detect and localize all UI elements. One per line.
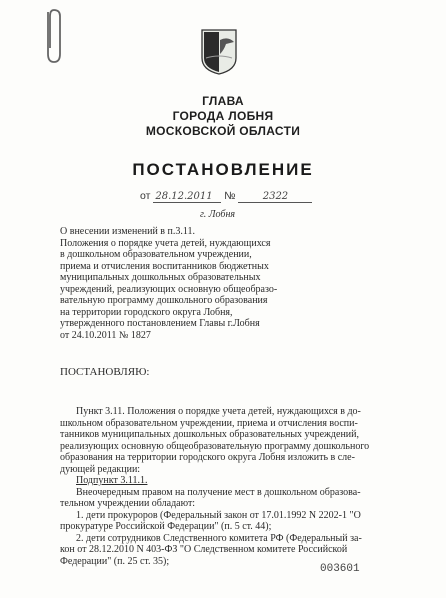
header-line-3: МОСКОВСКОЙ ОБЛАСТИ bbox=[145, 124, 301, 138]
document-date: 28.12.2011 bbox=[153, 191, 221, 203]
body-line: Внеочередным правом на получение мест в дошкольном образова- bbox=[76, 486, 361, 498]
body-line: образования на территории городского округа Лобня изложить в сле- bbox=[60, 452, 355, 463]
body-line: школьном образовательном учреждении, приема и отчисления воспи- bbox=[60, 417, 358, 429]
header-line-1: ГЛАВА bbox=[202, 94, 244, 108]
subject-line: О внесении изменений в п.3.11. bbox=[60, 226, 196, 237]
subject-line: Положения о порядке учета детей, нуждающихся bbox=[60, 237, 271, 249]
city: г. Лобня bbox=[200, 209, 236, 220]
list-item-line: прокуратуре Российской Федерации" (п. 5 ст. 44); bbox=[60, 521, 272, 532]
body-text bbox=[60, 406, 400, 567]
subject-line: вательную программу дошкольного образования bbox=[60, 295, 268, 306]
serial-number-stamp: 003601 bbox=[320, 563, 360, 575]
subject-line: учреждений, реализующих основную общеобразо- bbox=[60, 283, 278, 295]
body-line: Пункт 3.11. Положения о порядке учета детей, нуждающихся в до- bbox=[76, 406, 361, 417]
list-item-line: Федерации" (п. 25 ст. 35); bbox=[60, 555, 170, 567]
paperclip-icon bbox=[40, 8, 64, 68]
subject-block bbox=[60, 226, 277, 341]
subject-line: на территории городского округа Лобня, bbox=[60, 306, 233, 318]
body-line: танников муниципальных дошкольных образовательных учреждений, bbox=[60, 429, 359, 440]
list-item-line: кон от 28.12.2010 N 403-ФЗ "О Следственном комитете Российской bbox=[60, 544, 348, 555]
body-line: дующей редакции: bbox=[60, 463, 141, 475]
number-label: № bbox=[224, 190, 236, 202]
subject-line: утвержденного постановлением Главы г.Лобня bbox=[60, 318, 260, 329]
date-line bbox=[140, 190, 312, 203]
list-item-line: 1. дети прокуроров (Федеральный закон от 17.01.1992 N 2202-1 "О bbox=[76, 509, 361, 521]
subject-line: в дошкольном образовательном учреждении, bbox=[60, 249, 252, 260]
document-number: 2322 bbox=[238, 191, 312, 203]
body-line: реализующих основную общеобразовательную программу дошкольного bbox=[60, 440, 370, 452]
body-line: тельном учреждении обладают: bbox=[60, 498, 196, 509]
subject-line: приема и отчисления воспитанников бюджетных bbox=[60, 260, 269, 272]
list-item-line: 2. дети сотрудников Следственного комитета РФ (Федеральный за- bbox=[76, 532, 362, 544]
decree-heading: ПОСТАНОВЛЯЮ: bbox=[60, 366, 150, 378]
subject-line: от 24.10.2011 № 1827 bbox=[60, 329, 151, 341]
coat-of-arms-icon bbox=[200, 28, 238, 76]
subject-line: муниципальных дошкольных образовательных bbox=[60, 272, 261, 283]
header-line-2: ГОРОДА ЛОБНЯ bbox=[172, 109, 274, 123]
document-title: ПОСТАНОВЛЕНИЕ bbox=[132, 160, 314, 179]
date-from-label: от bbox=[140, 190, 151, 202]
subpoint-label: Подпункт 3.11.1. bbox=[76, 475, 148, 486]
